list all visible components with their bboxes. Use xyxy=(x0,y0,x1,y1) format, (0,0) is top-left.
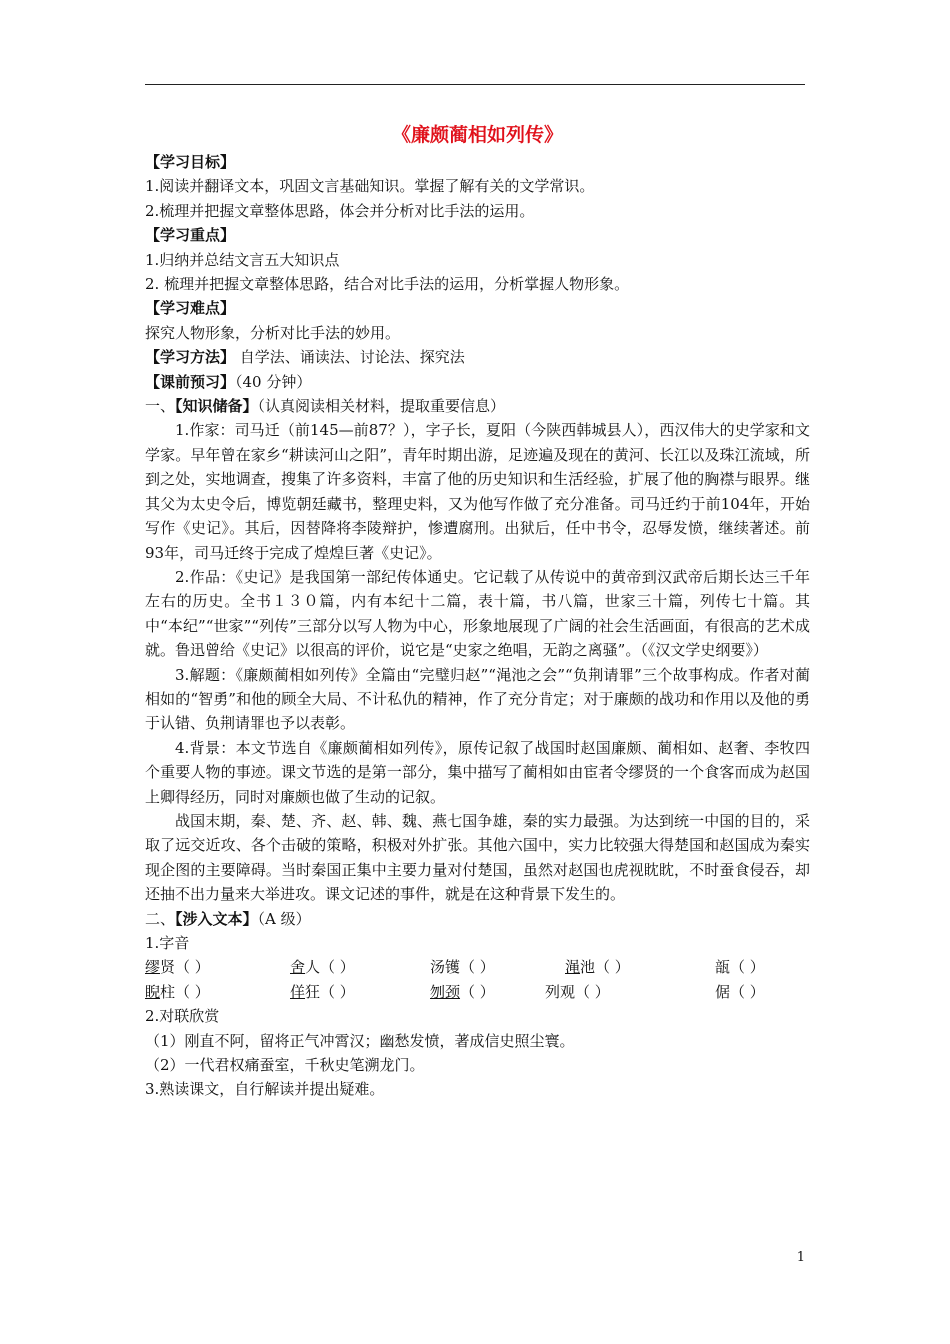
section2-heading: 【涉入文本】 xyxy=(175,909,258,928)
method-line xyxy=(145,345,810,369)
preview-line xyxy=(145,370,810,394)
difficulty-text: 探究人物形象，分析对比手法的妙用。 xyxy=(145,323,401,342)
document-body xyxy=(145,120,810,1102)
background-paragraph: 4.背景：本文节选自《廉颇蔺相如列传》，原传记叙了战国时赵国廉颇、蔺相如、赵奢、李牧四个重要人物的事迹。课文节选的是第一部分，集中描写了蔺相如由宦者令缪贤的一个食客而成为赵国上卿得经历，同时对廉颇也做了生动的记叙。 xyxy=(145,738,810,806)
section2-level: （A 级） xyxy=(257,909,311,928)
page-number: 1 xyxy=(796,1250,805,1265)
couplet-item: （2）一代君权痛蚕室，千秋史笔溯龙门。 xyxy=(145,1056,425,1074)
focus-item: 1.归纳并总结文言五大知识点 xyxy=(145,250,340,269)
pron-item: 列观（ ） xyxy=(545,982,610,1001)
history-paragraph: 战国末期，秦、楚、齐、赵、韩、魏、燕七国争雄，秦的实力最强。为达到统一中国的目的，采取了远交近攻、各个击破的策略，积极对外扩张。其他六国中，实力比较强大得楚国和赵国成为秦实现企图的主要障碍。当时秦国正集中主要力量对付楚国，虽然对赵国也虎视眈眈，不时蚕食侵吞，却还抽不出力量来大举进攻。课文记述的事件，就是在这种背景下发生的。 xyxy=(145,811,810,904)
focus-item: 2. 梳理并把握文章整体思路，结合对比手法的运用，分析掌握人物形象。 xyxy=(145,275,630,294)
section1-note: （认真阅读相关材料，提取重要信息） xyxy=(257,397,506,416)
pronunciation-row xyxy=(145,955,810,979)
read-heading: 3.熟读课文，自行解读并提出疑难。 xyxy=(145,1080,385,1099)
pron-item: 汤镬（ ） xyxy=(430,958,495,977)
couplet-item: （1）刚直不阿，留将正气冲霄汉；幽愁发愤，著成信史照尘寰。 xyxy=(145,1031,575,1050)
pron-item: 刎颈（ ） xyxy=(430,982,495,1001)
goals-heading: 【学习目标】 xyxy=(145,153,236,171)
couplet-heading: 2.对联欣赏 xyxy=(145,1007,220,1026)
section2-line xyxy=(145,907,810,931)
method-heading: 【学习方法】 xyxy=(145,348,236,367)
pronunciation-row xyxy=(145,980,810,1004)
method-text: 自学法、诵读法、讨论法、探究法 xyxy=(235,348,465,367)
pron-item: 佯狂（ ） xyxy=(290,982,355,1001)
section1-line xyxy=(145,394,810,418)
goal-item: 1.阅读并翻译文本，巩固文言基础知识。掌握了解有关的文学常识。 xyxy=(145,177,595,196)
author-paragraph: 1.作家：司马迁（前145—前87？），字子长，夏阳（今陕西韩城县人），西汉伟大的史学家和文学家。早年曾在家乡“耕读河山之阳”，青年时期出游，足迹遍及现在的黄河、长江以及珠江流域，所到之处，实地调查，搜集了许多资料，丰富了他的历史知识和生活经验，扩展了他的胸襟与眼界。继其父为太史令后，博览朝廷藏书，整理史料，又为他写作做了充分准备。司马迁约于前104年，开始写作《史记》。其后，因替降将李陵辩护，惨遭腐刑。出狱后，任中书令，忍辱发愤，继续著述。前93年，司马迁终于完成了煌煌巨著《史记》。 xyxy=(145,421,810,562)
pron-item: 渑池（ ） xyxy=(565,958,630,977)
preview-heading: 【课前预习】 xyxy=(145,372,236,391)
section1-prefix: 一、 xyxy=(145,397,176,416)
focus-heading: 【学习重点】 xyxy=(145,226,236,245)
title-explain-paragraph: 3.解题：《廉颇蔺相如列传》全篇由“完璧归赵”“渑池之会”“负荆请罪”三个故事构成。作者对蔺相如的“智勇”和他的顾全大局、不计私仇的精神，作了充分肯定；对于廉颇的战功和作用以及他的勇于认错、负荆请罪也予以表彰。 xyxy=(145,665,810,733)
pron-item: 倨（ ） xyxy=(715,982,765,1001)
goal-item: 2.梳理并把握文章整体思路，体会并分析对比手法的运用。 xyxy=(145,201,535,220)
section2-prefix: 二、 xyxy=(145,909,176,928)
difficulty-heading: 【学习难点】 xyxy=(145,299,236,318)
doc-title: 《廉颇蔺相如列传》 xyxy=(391,124,563,146)
pron-item: 睨柱（ ） xyxy=(145,982,210,1001)
preview-time: （40 分钟） xyxy=(235,372,312,391)
work-paragraph: 2.作品：《史记》是我国第一部纪传体通史。它记载了从传说中的黄帝到汉武帝后期长达三千年左右的历史。全书１３０篇，内有本纪十二篇，表十篇，书八篇，世家三十篇，列传七十篇。其中“本纪”“世家”“列传”三部分以写人物为中心，形象地展现了广阔的社会生活画面，有很高的艺术成就。鲁迅曾给《史记》以很高的评价，说它是“史家之绝唱，无韵之离骚”。（《汉文学史纲要》） xyxy=(145,567,810,660)
pron-item: 舍人（ ） xyxy=(290,958,355,977)
pron-item: 瓿（ ） xyxy=(715,958,765,977)
header-rule xyxy=(145,84,805,85)
section1-heading: 【知识储备】 xyxy=(175,397,258,416)
pron-item: 缪贤（ ） xyxy=(145,958,210,977)
pronunciation-heading: 1.字音 xyxy=(145,934,190,952)
